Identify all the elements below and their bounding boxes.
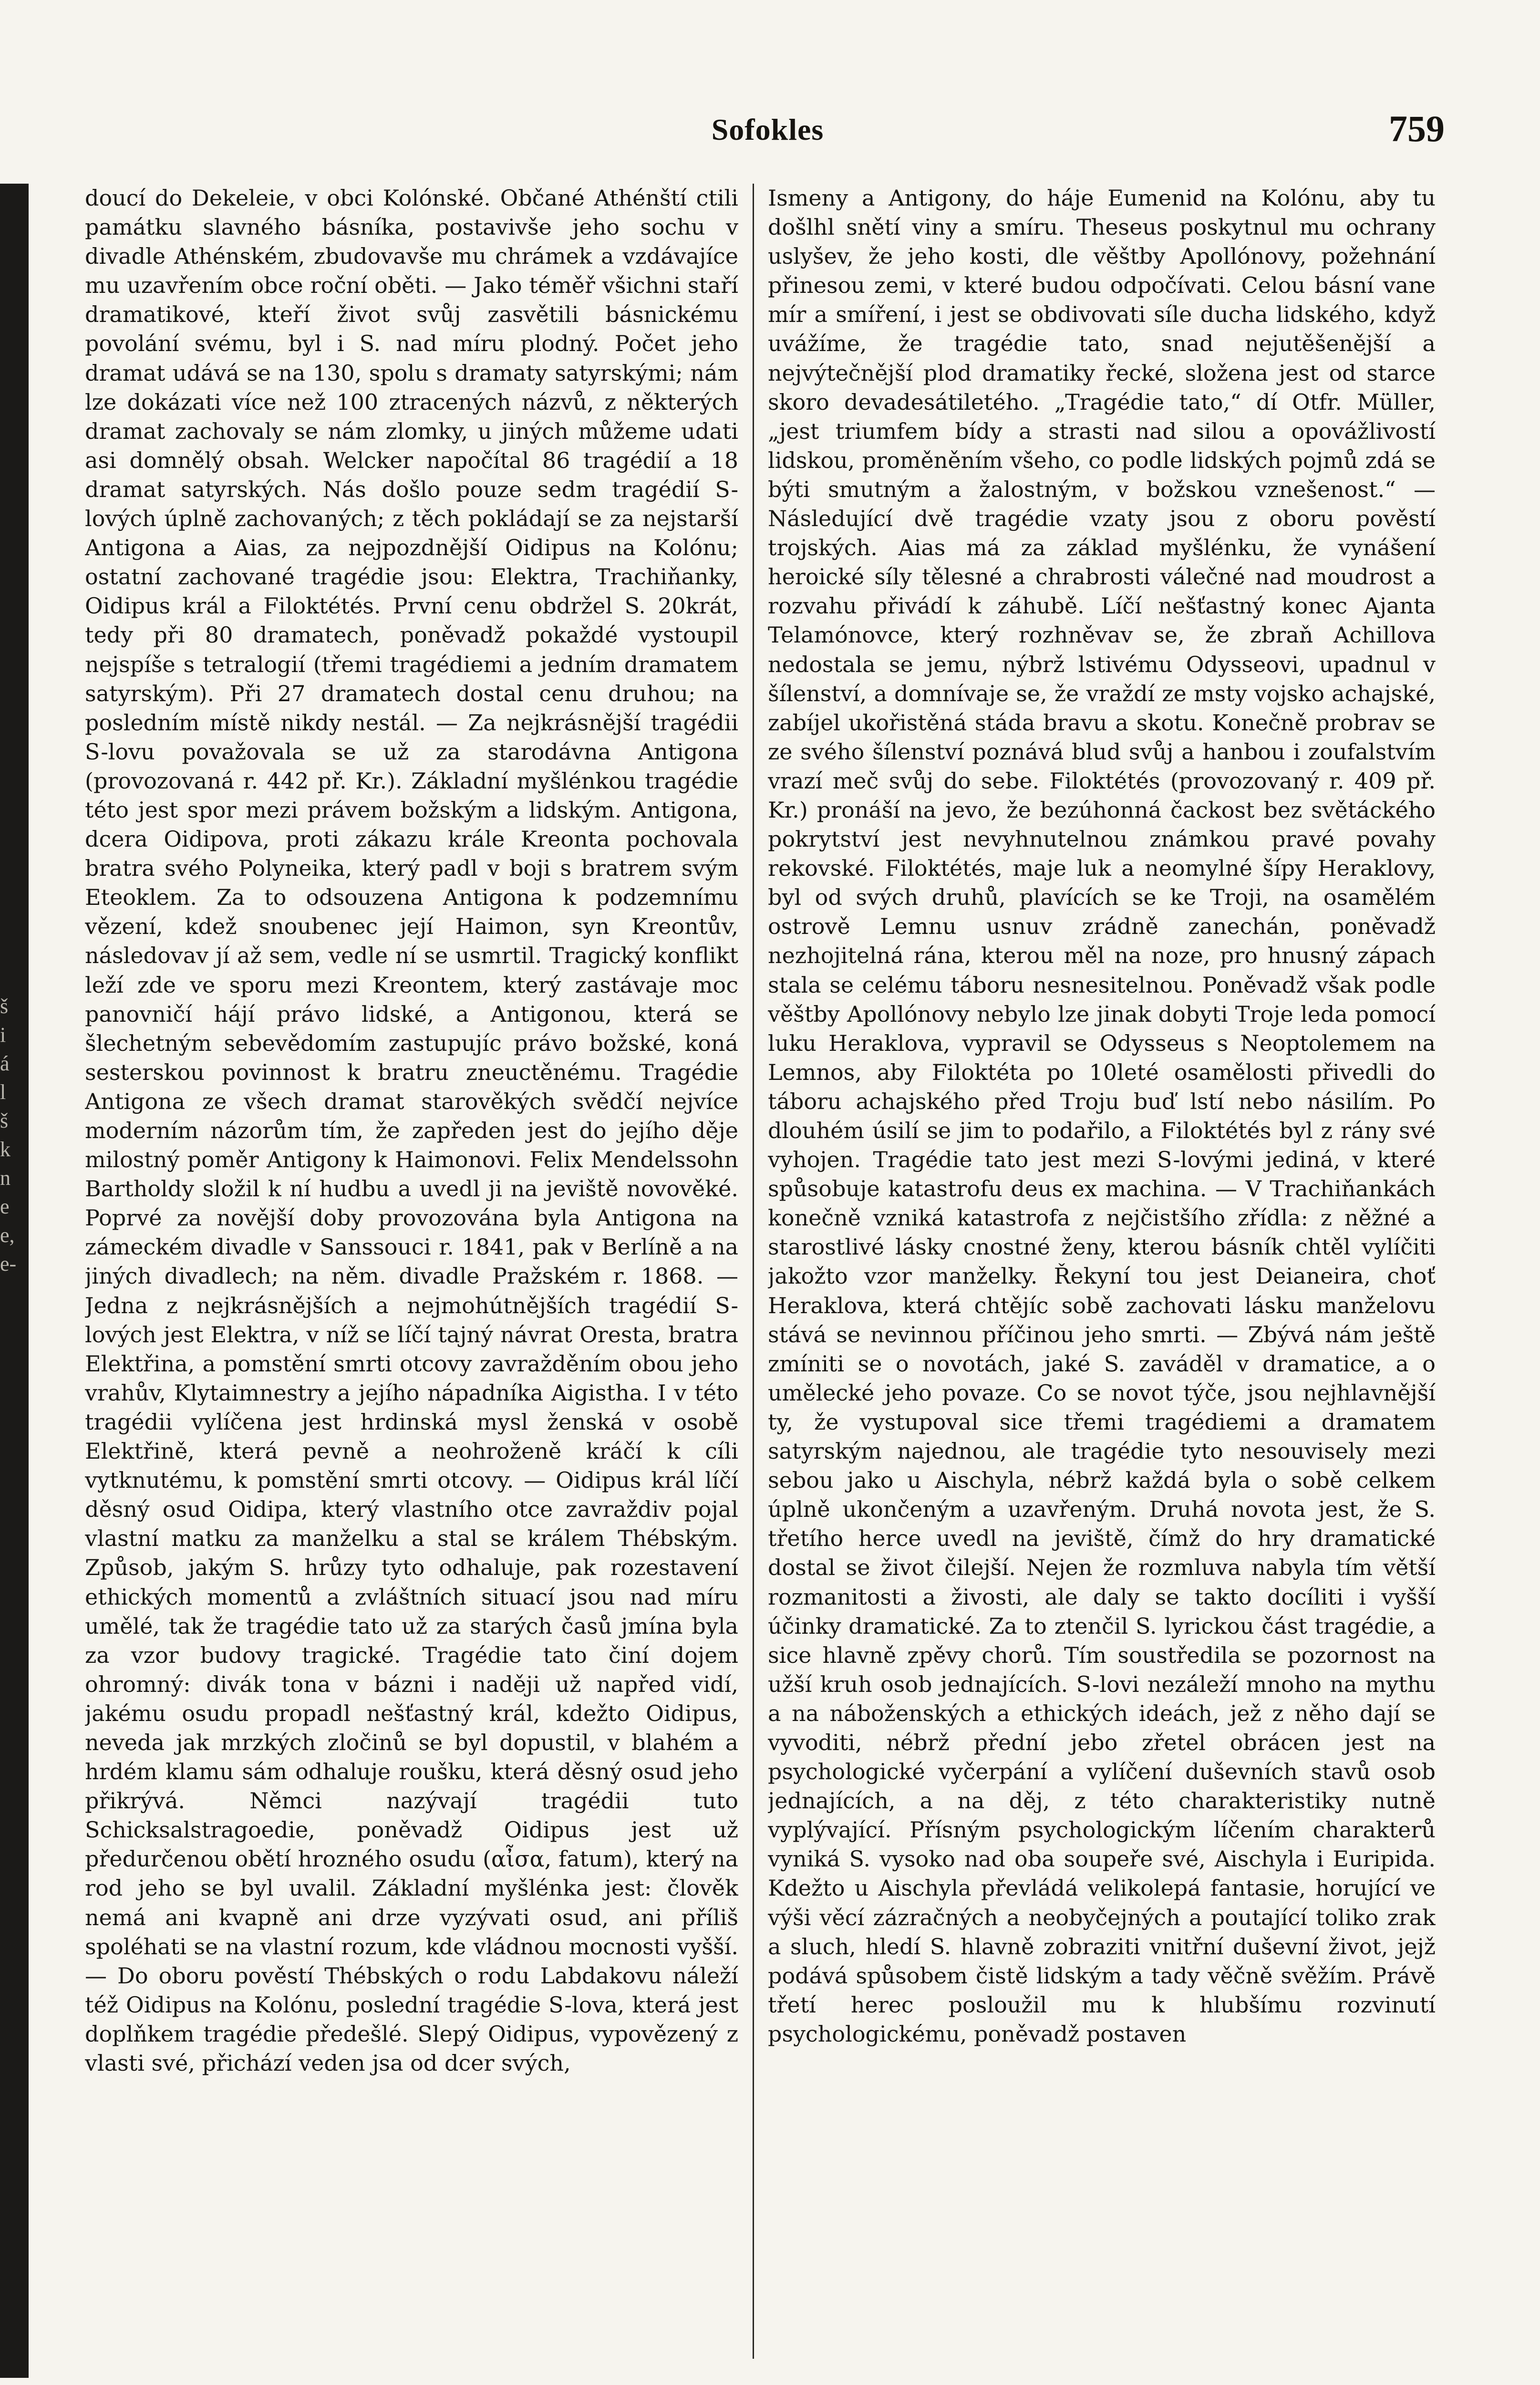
right-column: [768, 184, 1436, 2359]
left-column: [85, 184, 738, 2359]
page-number: 759: [1389, 108, 1445, 149]
adjacent-page-fragments: [0, 992, 26, 1278]
margin-fragment: á: [0, 1052, 10, 1075]
margin-fragment: n: [0, 1166, 10, 1190]
page-header: [91, 107, 1445, 160]
margin-fragment: e: [0, 1195, 10, 1218]
running-title: Sofokles: [711, 113, 824, 146]
margin-fragment: k: [0, 1138, 10, 1161]
left-column-text: doucí do Dekeleie, v obci Kolónské. Občané Athénští ctili památku slavného básníka, postavivše jeho sochu v divadle Athénském, zbudovavše mu chrámek a vzdávajíce mu uzavřením obce roční oběti. — Jako téměř všichni staří dramatikové, kteří život svůj zasvětili básnickému povolání svému, byl i S. nad míru plodný. Počet jeho dramat udává se na 130, spolu s dramaty satyrskými; nám lze dokázati více než 100 ztracených názvů, z některých dramat zachovaly se nám zlomky, u jiných můžeme udati asi domnělý obsah. Welcker napočítal 86 tragédií a 18 dramat satyrských. Nás došlo pouze sedm tragédií S-lových úplně zachovaných; z těch pokládají se za nejstarší Antigona a Aias, za nejpozdnější Oidipus na Kolónu; ostatní zachované tragédie jsou: Elektra, Trachiňanky, Oidipus král a Filoktétés. První cenu obdržel S. 20krát, tedy při 80 dramatech, poněvadž pokaždé vystoupil nejspíše s tetralogií (třemi tragédiemi a jedním dramatem satyrským). Při 27 dramatech dostal cenu druhou; na posledním místě nikdy nestál. — Za nejkrásnější tragédii S-lovu považovala se už za starodávna Antigona (provozovaná r. 442 př. Kr.). Základní myšlénkou tragédie této jest spor mezi právem božským a lidským. Antigona, dcera Oidipova, proti zákazu krále Kreonta pochovala bratra svého Polyneika, který padl v boji s bratrem svým Eteoklem. Za to odsouzena Antigona k podzemnímu vězení, kdež snoubenec její Haimon, syn Kreontův, následovav jí až sem, vedle ní se usmrtil. Tragický konflikt leží zde ve sporu mezi Kreontem, který zastávaje moc panovničí hájí právo lidské, a Antigonou, která se šlechetným sebevědomím zastupujíc právo božské, koná sesterskou povinnost k bratru zneuctěnému. Tragédie Antigona ze všech dramat starověkých svědčí nejvíce moderním názorům tím, že zapředen jest do jejího děje milostný poměr Antigony k Haimonovi. Felix Mendelssohn Bartholdy složil k ní hudbu a uvedl ji na jeviště novověké. Poprvé za novější doby provozována byla Antigona na zámeckém divadle v Sanssouci r. 1841, pak v Berlíně a na jiných divadlech; na něm. divadle Pražském r. 1868. — Jedna z nejkrásnějších a nejmohútnějších tragédií S-lových jest Elektra, v níž se líčí tajný návrat Oresta, bratra Elektřina, a pomstění smrti otcovy zavražděním obou jeho vrahův, Klytaimnestry a jejího nápadníka Aigistha. I v této tragédii vylíčena jest hrdinská mysl ženská v osobě Elektřině, která pevně a neohroženě kráčí k cíli vytknutému, k pomstění smrti otcovy. — Oidipus král líčí děsný osud Oidipa, který vlastního otce zavraždiv pojal vlastní matku za manželku a stal se králem Thébským. Způsob, jakým S. hrůzy tyto odhaluje, pak rozestavení ethických momentů a zvláštních situací jsou nad míru umělé, tak že tragédie tato už za starých časů jmína byla za vzor budovy tragické. Tragédie tato činí dojem ohromný: divák tona v bázni i naději už napřed vidí, jakému osudu propadl nešťastný král, kdežto Oidipus, neveda jak mrzkých zločinů se byl dopustil, v blahém a hrdém klamu sám odhaluje roušku, která děsný osud jeho přikrývá. Němci nazývají tragédii tuto Schicksalstragoedie, poněvadž Oidipus jest už předurčenou obětí hrozného osudu (αἶσα, fatum), který na rod jeho se byl uvalil. Základní myšlénka jest: člověk nemá ani kvapně ani drze vyzývati osud, ani příliš spoléhati se na vlastní rozum, kde vládnou mocnosti vyšší. — Do oboru pověstí Thébských o rodu Labdakovu náleží též Oidipus na Kolónu, poslední tragédie S-lova, která jest doplňkem tragédie předešlé. Slepý Oidipus, vypovězený z vlasti své, přichází veden jsa od dcer svých,: [85, 185, 738, 2076]
margin-fragment: š: [0, 995, 9, 1018]
margin-fragment: e-: [0, 1252, 17, 1275]
margin-fragment: e,: [0, 1224, 15, 1247]
right-column-text: Ismeny a Antigony, do háje Eumenid na Kolónu, aby tu došlhl snětí viny a smíru. Theseus poskytnul mu ochrany uslyšev, že jeho kosti, dle věštby Apollónovy, požehnání přinesou zemi, v které budou odpočívati. Celou básní vane mír a smíření, i jest se obdivovati síle ducha lidského, když uvážíme, že tragédie tato, snad nejutěšenější a nejvýtečnější plod dramatiky řecké, složena jest od starce skoro devadesátiletého. „Tragédie tato,“ dí Otfr. Müller, „jest triumfem bídy a strasti nad silou a opovážlivostí lidskou, proměněním všeho, co podle lidských pojmů zdá se býti smutným a žalostným, v božskou vznešenost.“ — Následující dvě tragédie vzaty jsou z oboru pověstí trojských. Aias má za základ myšlénku, že vynášení heroické síly tělesné a chrabrosti válečné nad moudrost a rozvahu přivádí k záhubě. Líčí nešťastný konec Ajanta Telamónovce, který rozhněvav se, že zbraň Achillova nedostala se jemu, nýbrž lstivému Odysseovi, upadnul v šílenství, a domnívaje se, že vraždí ze msty vojsko achajské, zabíjel ukořistěná stáda bravu a skotu. Konečně probrav se ze svého šílenství poznává blud svůj a hanbou i zoufalstvím vrazí meč svůj do sebe. Filoktétés (provozovaný r. 409 př. Kr.) pronáší na jevo, že bezúhonná čackost bez světáckého pokrytství jest nevyhnutelnou známkou pravé povahy rekovské. Filoktétés, maje luk a neomylné šípy Heraklovy, byl od svých druhů, plavících se ke Troji, na osamělém ostrově Lemnu usnuv zrádně zanechán, poněvadž nezhojitelná rána, kterou měl na noze, pro hnusný zápach stala se celému táboru nesnesitelnou. Poněvadž však podle věštby Apollónovy nebylo lze jinak dobyti Troje leda pomocí luku Heraklova, vypravil se Odysseus s Neoptolemem na Lemnos, aby Filoktéta po 10leté osamělosti přivedli do táboru achajského před Troju buď lstí nebo násilím. Po dlouhém úsilí se jim to podařilo, a Filoktétés byl z rány své vyhojen. Tragédie tato jest mezi S-lovými jediná, v které spůsobuje katastrofu deus ex machina. — V Trachiňankách konečně vzniká katastrofa z nejčistšího zřídla: z něžné a starostlivé lásky cnostné ženy, kterou básník chtěl vylíčiti jakožto vzor manželky. Řekyní tou jest Deianeira, choť Heraklova, která chtějíc sobě zachovati lásku manželovu stává se nevinnou příčinou jeho smrti. — Zbývá nám ještě zmíniti se o novotách, jaké S. zaváděl v dramatice, a o umělecké jeho povaze. Co se novot týče, jsou nejhlavnější ty, že vystupoval sice třemi tragédiemi a dramatem satyrským najednou, ale tragédie tyto nesouvisely mezi sebou jako u Aischyla, nébrž každá byla o sobě celkem úplně ukončeným a uzavřeným. Druhá novota jest, že S. třetího herce uvedl na jeviště, čímž do hry dramatické dostal se život čilejší. Nejen že rozmluva nabyla tím větší rozmanitosti a živosti, ale daly se takto docíliti i vyšší účinky dramatické. Za to ztenčil S. lyrickou část tragédie, a sice hlavně zpěvy chorů. Tím soustředila se pozornost na užší kruh osob jednajících. S-lovi nezáleží mnoho na mythu a na náboženských a ethických ideách, jež z něho dají se vyvoditi, nébrž přední jebo zřetel obrácen jest na psychologické vyčerpání a vylíčení duševních stavů osob jednajících, a na děj, z této charakteristiky nutně vyplývající. Přísným psychologickým líčením charakterů vyniká S. vysoko nad oba soupeře své, Aischyla i Euripida. Kdežto u Aischyla převládá velikolepá fantasie, horující ve výši věcí zázračných a neobyčejných a poutající toliko zrak a sluch, hledí S. hlavně zobraziti vnitřní duševní život, jejž podává spůsobem čistě lidským a tady věčně svěžím. Právě třetí herec posloužil mu k hlubšímu rozvinutí psychologickému, poněvadž postaven: [768, 185, 1436, 2047]
margin-fragment: i: [0, 1023, 6, 1047]
column-divider: [753, 184, 754, 2359]
margin-fragment: l: [0, 1080, 6, 1104]
margin-fragment: š: [0, 1109, 9, 1132]
adjacent-page-edge: [0, 184, 29, 2378]
